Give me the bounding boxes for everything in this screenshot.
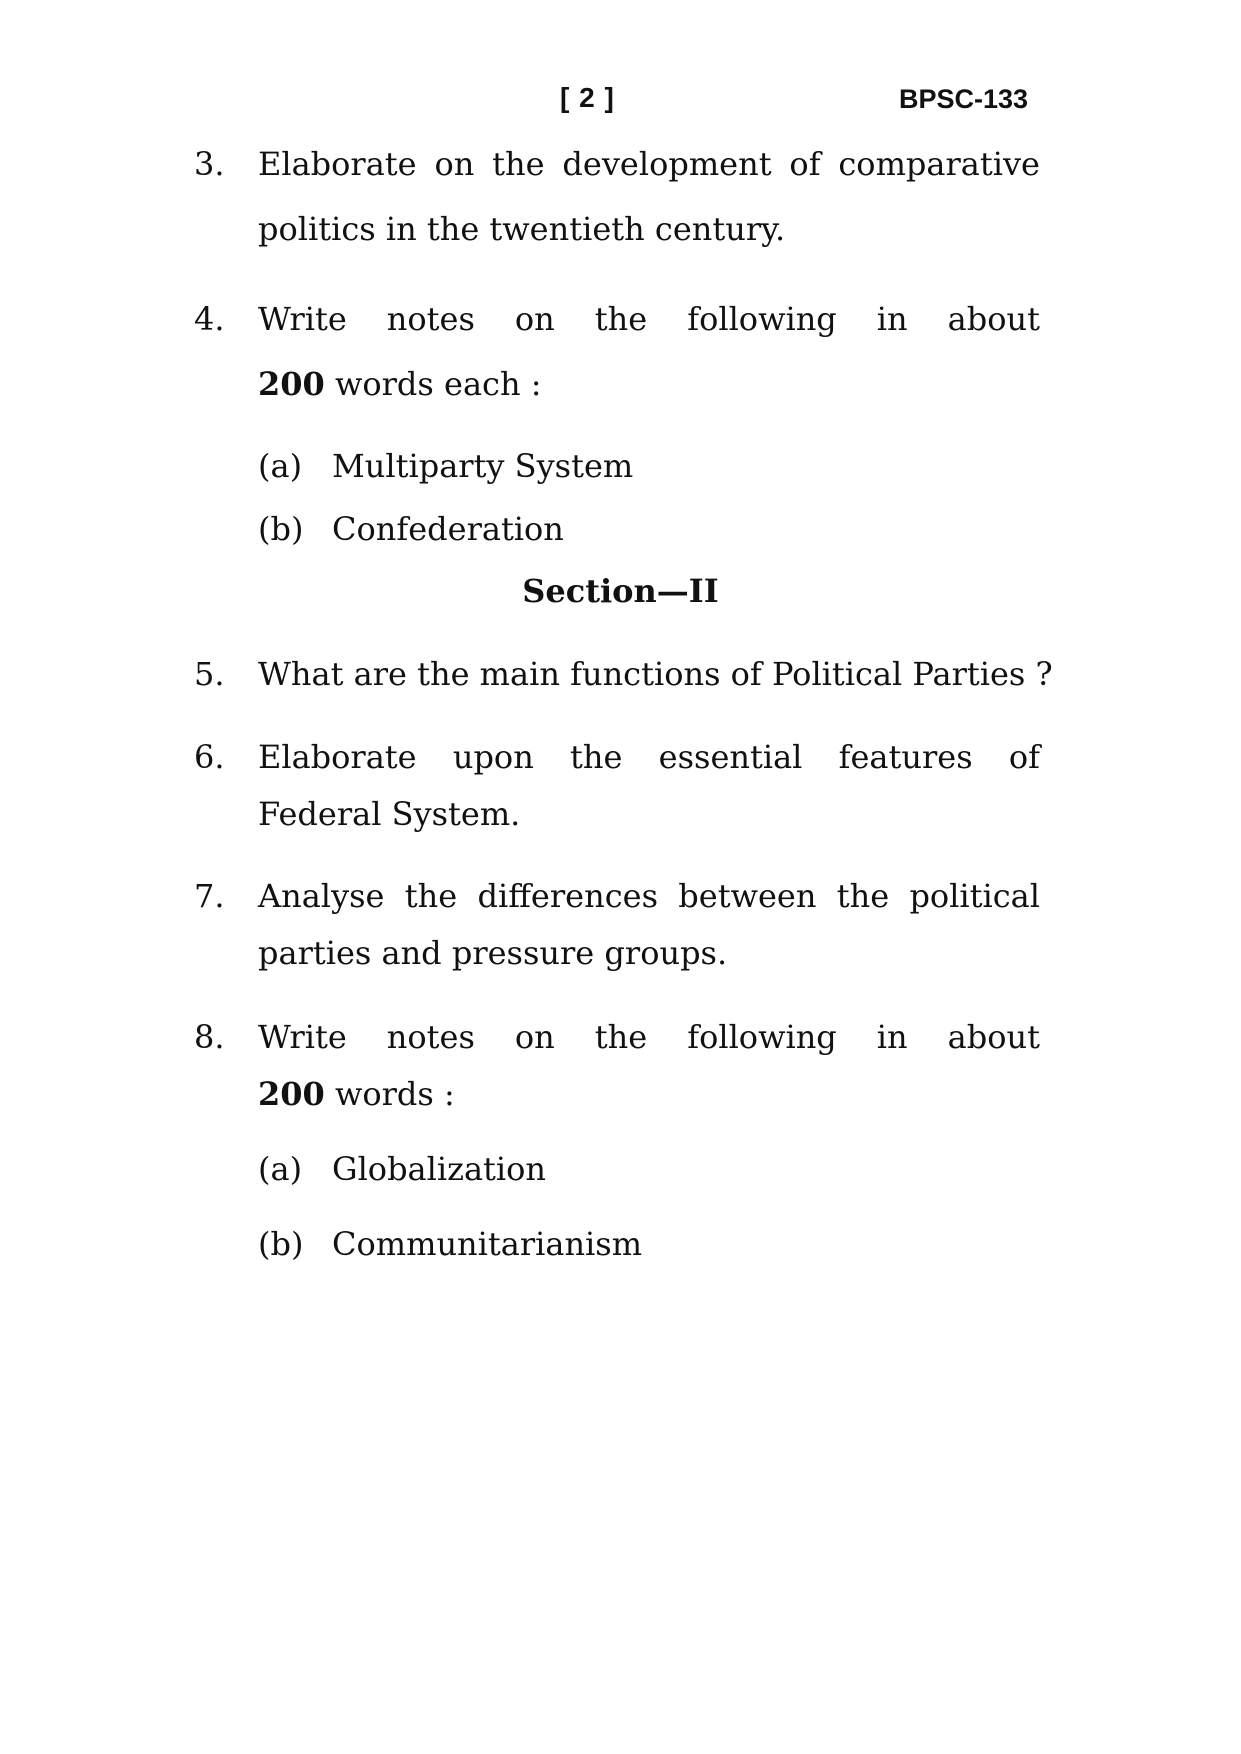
word: the (570, 738, 623, 776)
word: development (562, 145, 772, 183)
word: differences (477, 877, 658, 915)
word: comparative (838, 145, 1040, 183)
sub-item-label: (b) (258, 1225, 304, 1263)
word: in (876, 300, 908, 338)
sub-item-text: Multiparty System (332, 447, 634, 485)
question-7 (194, 877, 1040, 972)
word-count-suffix: words : (324, 1075, 455, 1113)
word-count: 200 (258, 365, 325, 403)
word: on (514, 1018, 555, 1056)
question-line (258, 1075, 1040, 1113)
word: between (678, 877, 817, 915)
sub-item (258, 510, 564, 548)
sub-item-text: Globalization (332, 1150, 546, 1188)
sub-item (258, 1150, 546, 1188)
question-text (258, 738, 1040, 833)
question-4 (194, 300, 1040, 403)
section-heading (0, 572, 1241, 610)
question-number: 4. (194, 300, 225, 338)
question-line-justified (258, 877, 1040, 915)
sub-item-text: Confederation (332, 510, 564, 548)
page-number: [ 2 ] (560, 82, 615, 113)
question-number: 8. (194, 1018, 225, 1056)
question-line-justified (258, 738, 1040, 776)
question-text (258, 1018, 1040, 1113)
word: on (514, 300, 555, 338)
question-text (258, 300, 1040, 403)
word: of (789, 145, 821, 183)
word: features (838, 738, 973, 776)
word-count-suffix: words each : (324, 365, 542, 403)
word: the (404, 877, 458, 915)
question-line: Federal System. (258, 795, 521, 833)
word: following (687, 300, 837, 338)
sub-item (258, 1225, 642, 1263)
word: on (434, 145, 475, 183)
word: of (1008, 738, 1040, 776)
question-text (258, 655, 1053, 693)
question-5 (194, 655, 1053, 693)
word: in (876, 1018, 908, 1056)
word: upon (452, 738, 534, 776)
sub-item-label: (b) (258, 510, 304, 548)
question-8 (194, 1018, 1040, 1113)
question-line-justified (258, 300, 1040, 338)
section-heading-text: Section—II (522, 572, 719, 610)
word: following (687, 1018, 837, 1056)
word: Write (258, 300, 347, 338)
word-count: 200 (258, 1075, 325, 1113)
question-text (258, 877, 1040, 972)
word: essential (658, 738, 803, 776)
word: Elaborate (258, 145, 417, 183)
word: the (836, 877, 890, 915)
question-line: parties and pressure groups. (258, 934, 728, 972)
sub-item (258, 447, 633, 485)
word: political (909, 877, 1040, 915)
word: Analyse (258, 877, 385, 915)
question-line-justified (258, 145, 1040, 183)
question-number: 5. (194, 655, 225, 693)
word: about (947, 1018, 1040, 1056)
word: about (947, 300, 1040, 338)
word: the (492, 145, 545, 183)
word: notes (386, 300, 475, 338)
word: Write (258, 1018, 347, 1056)
question-text (258, 145, 1040, 248)
paper-code: BPSC-133 (899, 84, 1029, 114)
question-6 (194, 738, 1040, 833)
question-line-justified (258, 1018, 1040, 1056)
question-line (258, 365, 1040, 403)
sub-item-text: Communitarianism (332, 1225, 643, 1263)
question-line: What are the main functions of Political Parties ? (258, 655, 1053, 693)
sub-item-label: (a) (258, 447, 303, 485)
sub-item-label: (a) (258, 1150, 303, 1188)
word: the (594, 1018, 648, 1056)
question-3 (194, 145, 1040, 248)
question-number: 7. (194, 877, 225, 915)
question-number: 6. (194, 738, 225, 776)
question-number: 3. (194, 145, 225, 183)
question-line: politics in the twentieth century. (258, 210, 786, 248)
word: the (594, 300, 648, 338)
word: notes (386, 1018, 475, 1056)
word: Elaborate (258, 738, 417, 776)
